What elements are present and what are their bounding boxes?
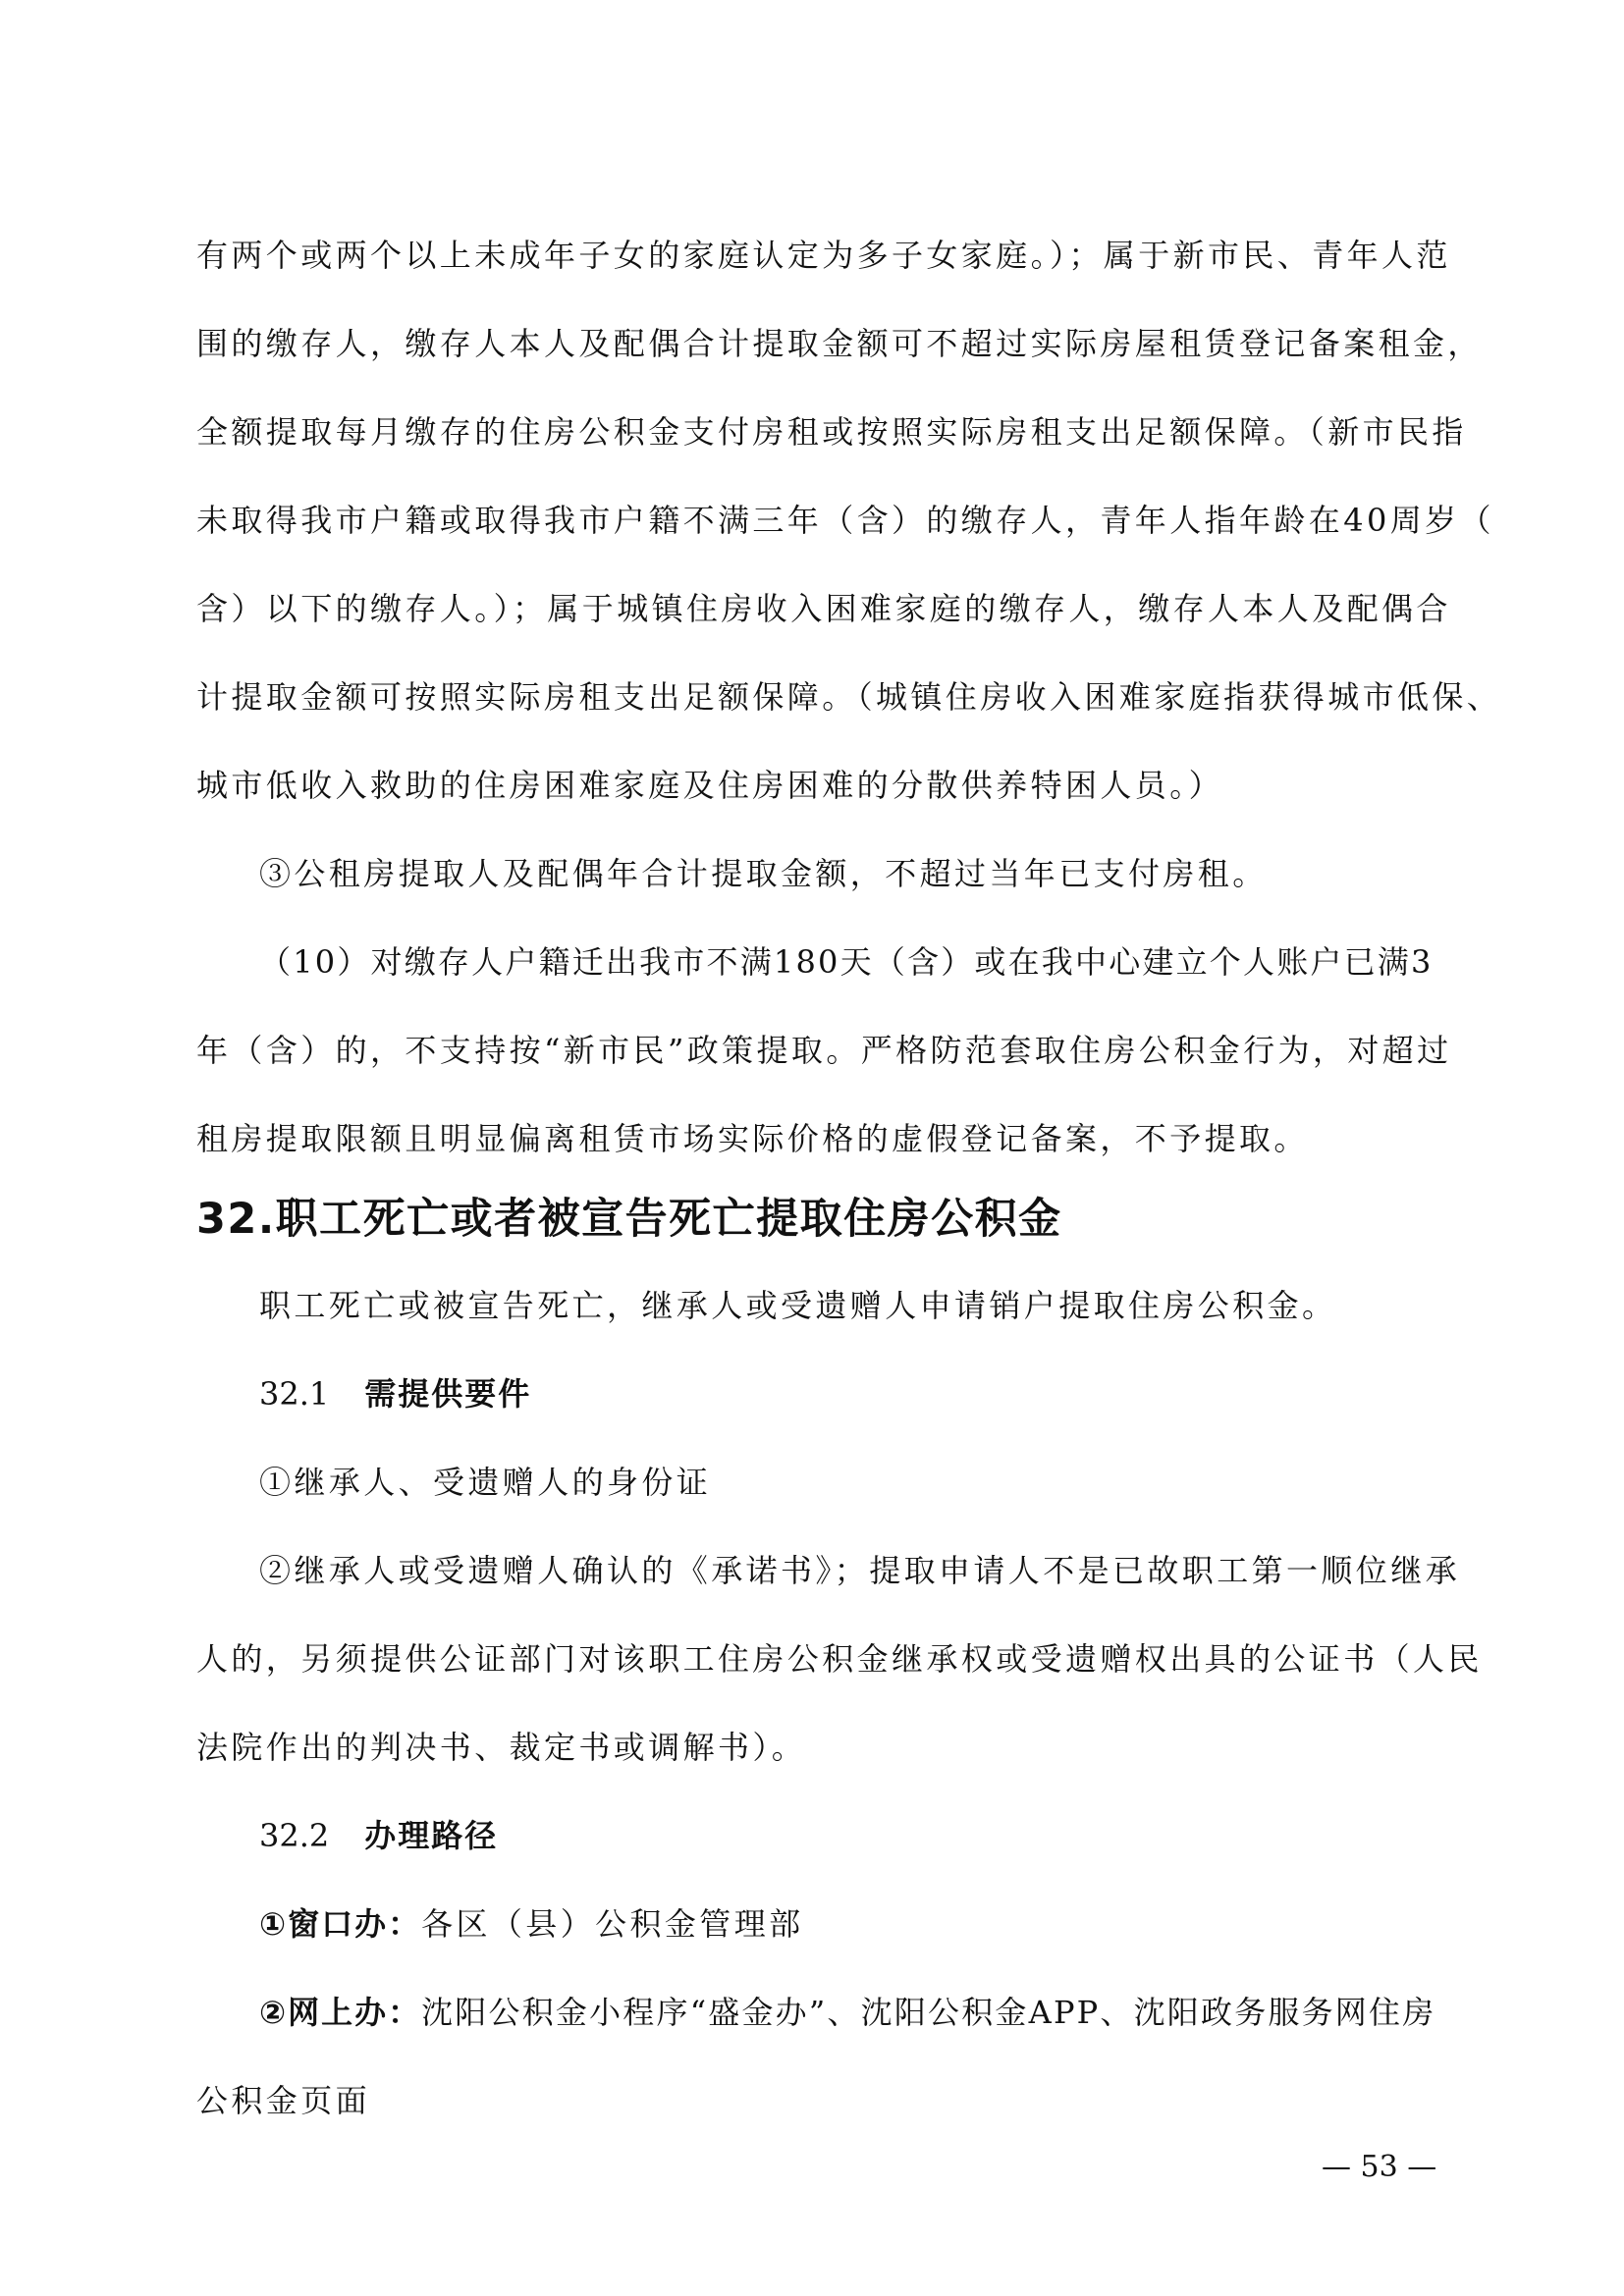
body-text-line: 人的，另须提供公证部门对该职工住房公积金继承权或受遗赠权出具的公证书（人民 [196,1640,1483,1678]
body-text-line: ③公租房提取人及配偶年合计提取金额，不超过当年已支付房租。 [259,855,1268,892]
subsection-heading [259,1372,531,1415]
body-text-line: 年（含）的，不支持按“新市民”政策提取。严格防范套取住房公积金行为，对超过 [196,1032,1452,1069]
body-text-line: 未取得我市户籍或取得我市户籍不满三年（含）的缴存人，青年人指年龄在40周岁（ [196,502,1494,539]
subsection-number: 32.1 [259,1375,330,1413]
body-text-line: 城市低收入救助的住房困难家庭及住房困难的分散供养特困人员。） [196,767,1224,804]
list-item-text: 沈阳公积金小程序“盛金办”、沈阳公积金APP、沈阳政务服务网住房 [421,1994,1436,2031]
body-text-line: 计提取金额可按照实际房租支出足额保障。（城镇住房收入困难家庭指获得城市低保、 [196,678,1502,716]
body-text-line: 全额提取每月缴存的住房公积金支付房租或按照实际房租支出足额保障。（新市民指 [196,413,1467,451]
list-item [259,1902,1506,1946]
body-text-line: 法院作出的判决书、裁定书或调解书）。 [196,1729,807,1766]
body-text-line: 围的缴存人，缴存人本人及配偶合计提取金额可不超过实际房屋租赁登记备案租金， [196,325,1483,362]
body-text-line: 租房提取限额且明显偏离租赁市场实际价格的虚假登记备案，不予提取。 [196,1120,1309,1157]
list-item [259,1991,1506,2034]
list-item-label: ①窗口办： [259,1905,422,1943]
section-heading: 32.职工死亡或者被宣告死亡提取住房公积金 [196,1195,1062,1244]
list-item-text: 各区（县）公积金管理部 [421,1905,804,1943]
subsection-title: 办理路径 [364,1817,499,1854]
list-item: ①继承人、受遗赠人的身份证 [259,1464,712,1501]
body-text-line: 含）以下的缴存人。）；属于城镇住房收入困难家庭的缴存人，缴存人本人及配偶合 [196,590,1451,627]
list-item: ②继承人或受遗赠人确认的《承诺书》；提取申请人不是已故职工第一顺位继承 [259,1552,1461,1589]
subsection-heading [259,1814,498,1857]
subsection-number: 32.2 [259,1817,330,1854]
body-text-line: （10）对缴存人户籍迁出我市不满180天（含）或在我中心建立个人账户已满3 [259,943,1434,981]
body-text-line: 有两个或两个以上未成年子女的家庭认定为多子女家庭。）；属于新市民、青年人范 [196,237,1451,274]
subsection-title: 需提供要件 [364,1375,532,1413]
page-number: — 53 — [1322,2150,1437,2184]
list-item-label: ②网上办： [259,1994,422,2031]
section-intro: 职工死亡或被宣告死亡，继承人或受遗赠人申请销户提取住房公积金。 [259,1287,1337,1324]
body-text-line: 公积金页面 [196,2082,371,2119]
